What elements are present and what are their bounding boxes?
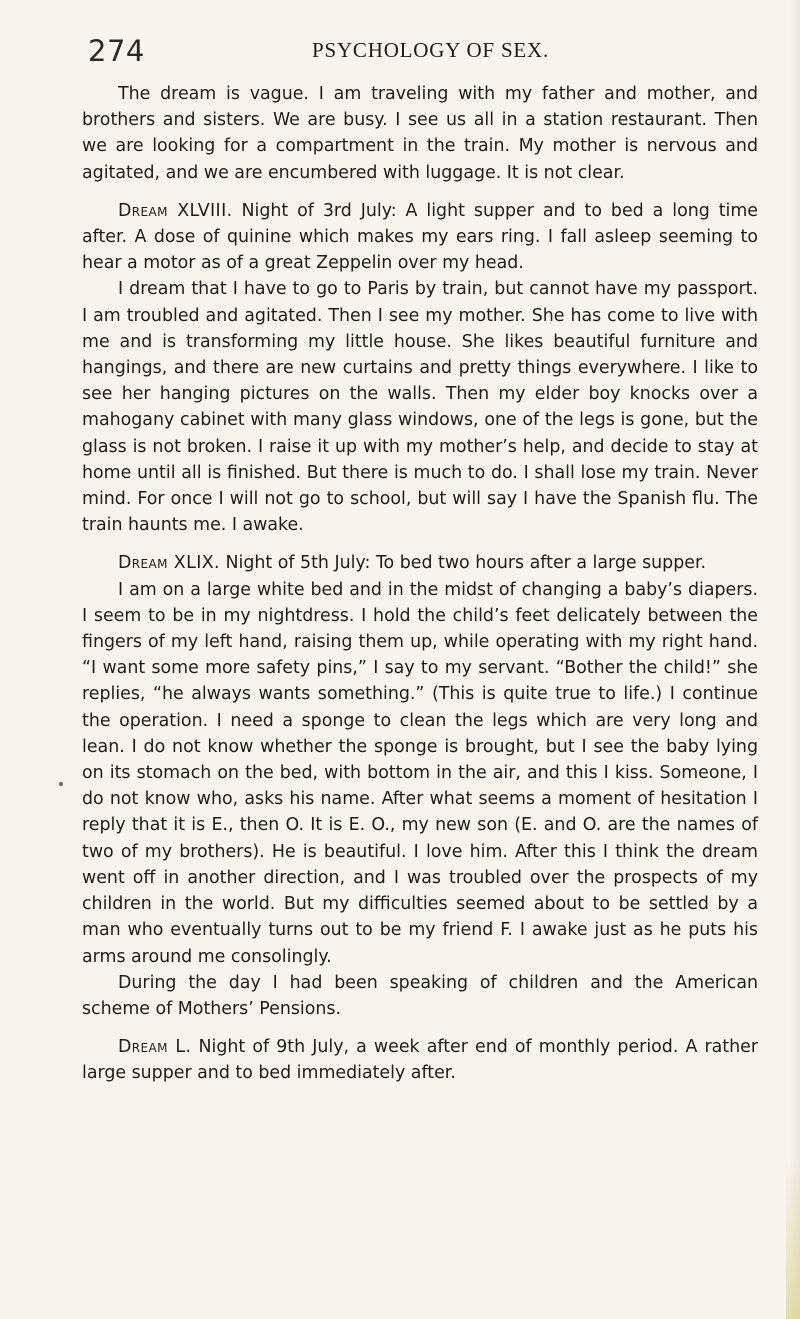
- running-head: PSYCHOLOGY OF SEX.: [312, 38, 550, 62]
- page-header: [0, 34, 800, 70]
- paragraph-dream-heading: [82, 1034, 758, 1086]
- margin-dot: [59, 782, 63, 786]
- scan-edge-shadow: [790, 0, 800, 1319]
- paragraph-text: I dream that I have to go to Paris by train, but cannot have my passport. I am troubled and agitated. Then I see my mother. She has come to live with me and is transforming my little house. She likes beautiful furniture and hangings, and there are new curtains and pretty things everywhere. I like to see her hanging pictures on the walls. Then my elder boy knocks over a mahogany cabinet with many glass windows, one of the legs is gone, but the glass is not broken. I raise it up with my mother’s help, and decide to stay at home until all is finished. But there is much to do. I shall lose my train. Never mind. For once I will not go to school, but will say I have the Spanish flu. The train haunts me. I awake.: [82, 279, 758, 536]
- paragraph: [82, 577, 758, 970]
- page-number: 274: [88, 34, 145, 68]
- paragraph: [82, 276, 758, 538]
- body-text: [82, 81, 758, 1087]
- paragraph: [82, 81, 758, 186]
- paragraph-text: Night of 3rd July: A light supper and to bed a long time after. A dose of quinine which makes my ears ring. I fall asleep seeming to hear a motor as of a great Zeppelin over my head.: [82, 200, 759, 274]
- paragraph-text: During the day I had been speaking of children and the American scheme of Mothers’ Pensions.: [82, 972, 758, 1019]
- dream-label: Dream XLIX.: [118, 553, 220, 574]
- dream-label: Dream XLVIII.: [118, 200, 233, 221]
- paragraph-text: I am on a large white bed and in the midst of changing a baby’s diapers. I seem to be in my nightdress. I hold the child’s feet delicately between the fingers of my left hand, raising them up, while operating with my right hand. “I want some more safety pins,” I say to my servant. “Bother the child!” she replies, “he always wants something.” (This is quite true to life.) I continue the operation. I need a sponge to clean the legs which are very long and lean. I do not know whether the sponge is brought, but I see the baby lying on its stomach on the bed, with bottom in the air, and this I kiss. Someone, I do not know who, asks his name. After what seems a moment of hesitation I reply that it is E., then O. It is E. O., my new son (E. and O. are the names of two of my brothers). He is beautiful. I love him. After this I think the dream went off in another direction, and I was troubled over the prospects of my children in the world. But my difficulties seemed about to be settled by a man who eventually turns out to be my friend F. I awake just as he puts his arms around me consolingly.: [82, 579, 758, 967]
- paragraph-dream-heading: [82, 550, 758, 576]
- page-stain: [786, 1160, 800, 1319]
- dream-label: Dream L.: [118, 1037, 192, 1058]
- paragraph-dream-heading: [82, 198, 758, 277]
- paragraph-text: Night of 9th July, a week after end of monthly period. A rather large supper and to bed immediately after.: [82, 1037, 758, 1084]
- paragraph-text: The dream is vague. I am traveling with my father and mother, and brothers and sisters. We are busy. I see us all in a station restaurant. Then we are looking for a compartment in the train. My mother is nervous and agitated, and we are encumbered with luggage. It is not clear.: [82, 84, 758, 183]
- paragraph: [82, 970, 758, 1022]
- paragraph-text: Night of 5th July: To bed two hours after a large supper.: [219, 553, 707, 574]
